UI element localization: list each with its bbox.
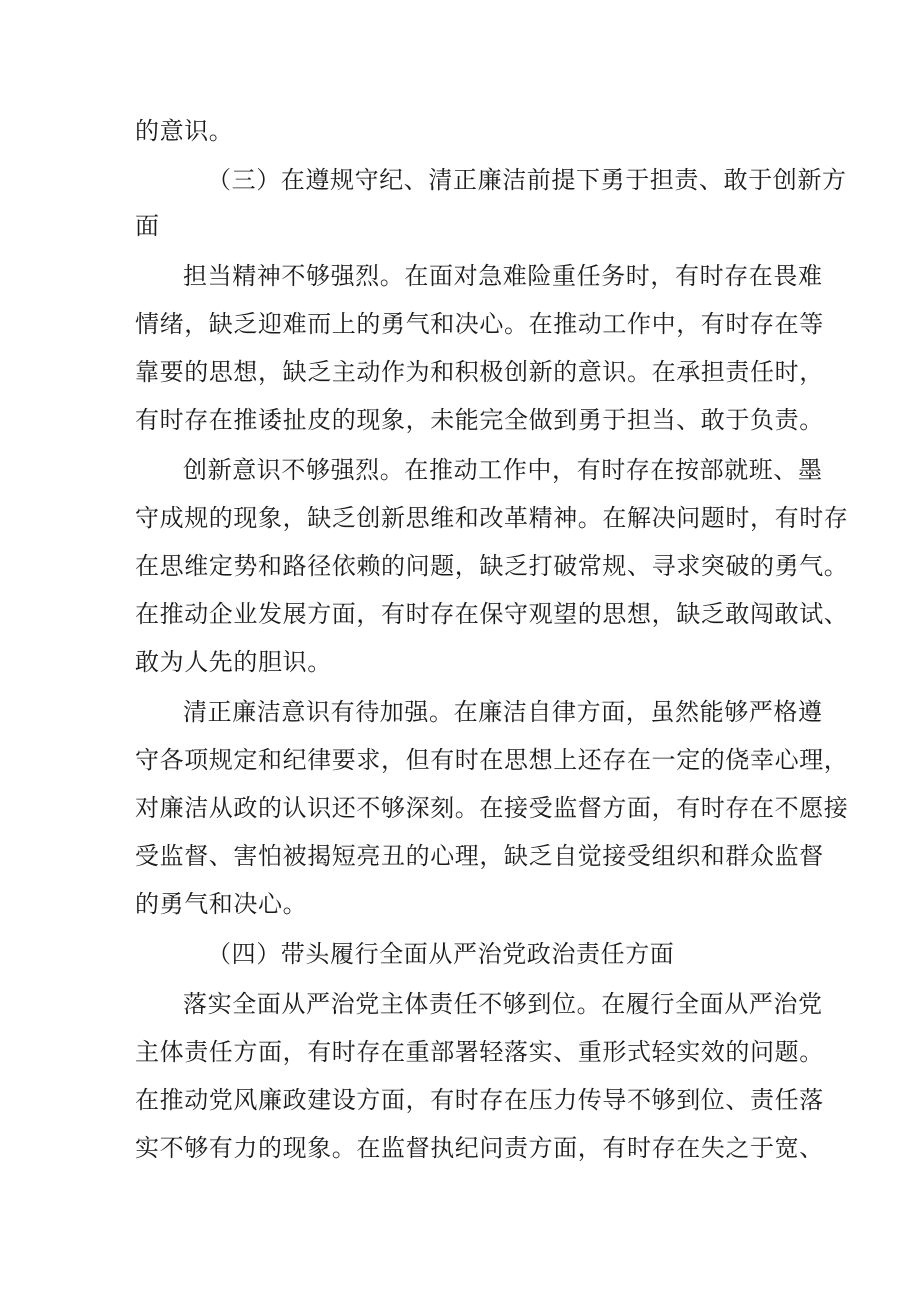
text-line: 敢为人先的胆识。 <box>135 648 332 676</box>
text-line: 对廉洁从政的认识还不够深刻。在接受监督方面，有时存在不愿接 <box>135 794 849 822</box>
text-line: 在推动党风廉政建设方面，有时存在压力传导不够到位、责任落 <box>135 1086 824 1114</box>
paragraph-start: 落实全面从严治党主体责任不够到位。在履行全面从严治党 <box>183 990 823 1018</box>
text-line: 守成规的现象，缺乏创新思维和改革精神。在解决问题时，有时存 <box>135 504 849 532</box>
text-line: 守各项规定和纪律要求，但有时在思想上还存在一定的侥幸心理， <box>135 746 849 774</box>
text-line: 主体责任方面，有时存在重部署轻落实、重形式轻实效的问题。 <box>135 1038 824 1066</box>
text-line: 在思维定势和路径依赖的问题，缺乏打破常规、寻求突破的勇气。 <box>135 552 849 580</box>
section-heading-3: （三）在遵规守纪、清正廉洁前提下勇于担责、敢于创新方 <box>207 166 847 194</box>
text-line: 靠要的思想，缺乏主动作为和积极创新的意识。在承担责任时， <box>135 358 824 386</box>
text-line: 面 <box>135 212 160 240</box>
paragraph-start: 创新意识不够强烈。在推动工作中，有时存在按部就班、墨 <box>183 456 823 484</box>
paragraph-start: 担当精神不够强烈。在面对急难险重任务时，有时存在畏难 <box>183 262 823 290</box>
section-heading-4: （四）带头履行全面从严治党政治责任方面 <box>207 940 675 968</box>
text-line: 的意识。 <box>135 117 234 145</box>
text-line: 受监督、害怕被揭短亮丑的心理，缺乏自觉接受组织和群众监督 <box>135 842 824 870</box>
text-line: 有时存在推诿扯皮的现象，未能完全做到勇于担当、敢于负责。 <box>135 406 824 434</box>
text-line: 情绪，缺乏迎难而上的勇气和决心。在推动工作中，有时存在等 <box>135 310 824 338</box>
paragraph-start: 清正廉洁意识有待加强。在廉洁自律方面，虽然能够严格遵 <box>183 698 823 726</box>
text-line: 实不够有力的现象。在监督执纪问责方面，有时存在失之于宽、 <box>135 1134 824 1162</box>
text-line: 的勇气和决心。 <box>135 890 308 918</box>
text-line: 在推动企业发展方面，有时存在保守观望的思想，缺乏敢闯敢试、 <box>135 600 849 628</box>
